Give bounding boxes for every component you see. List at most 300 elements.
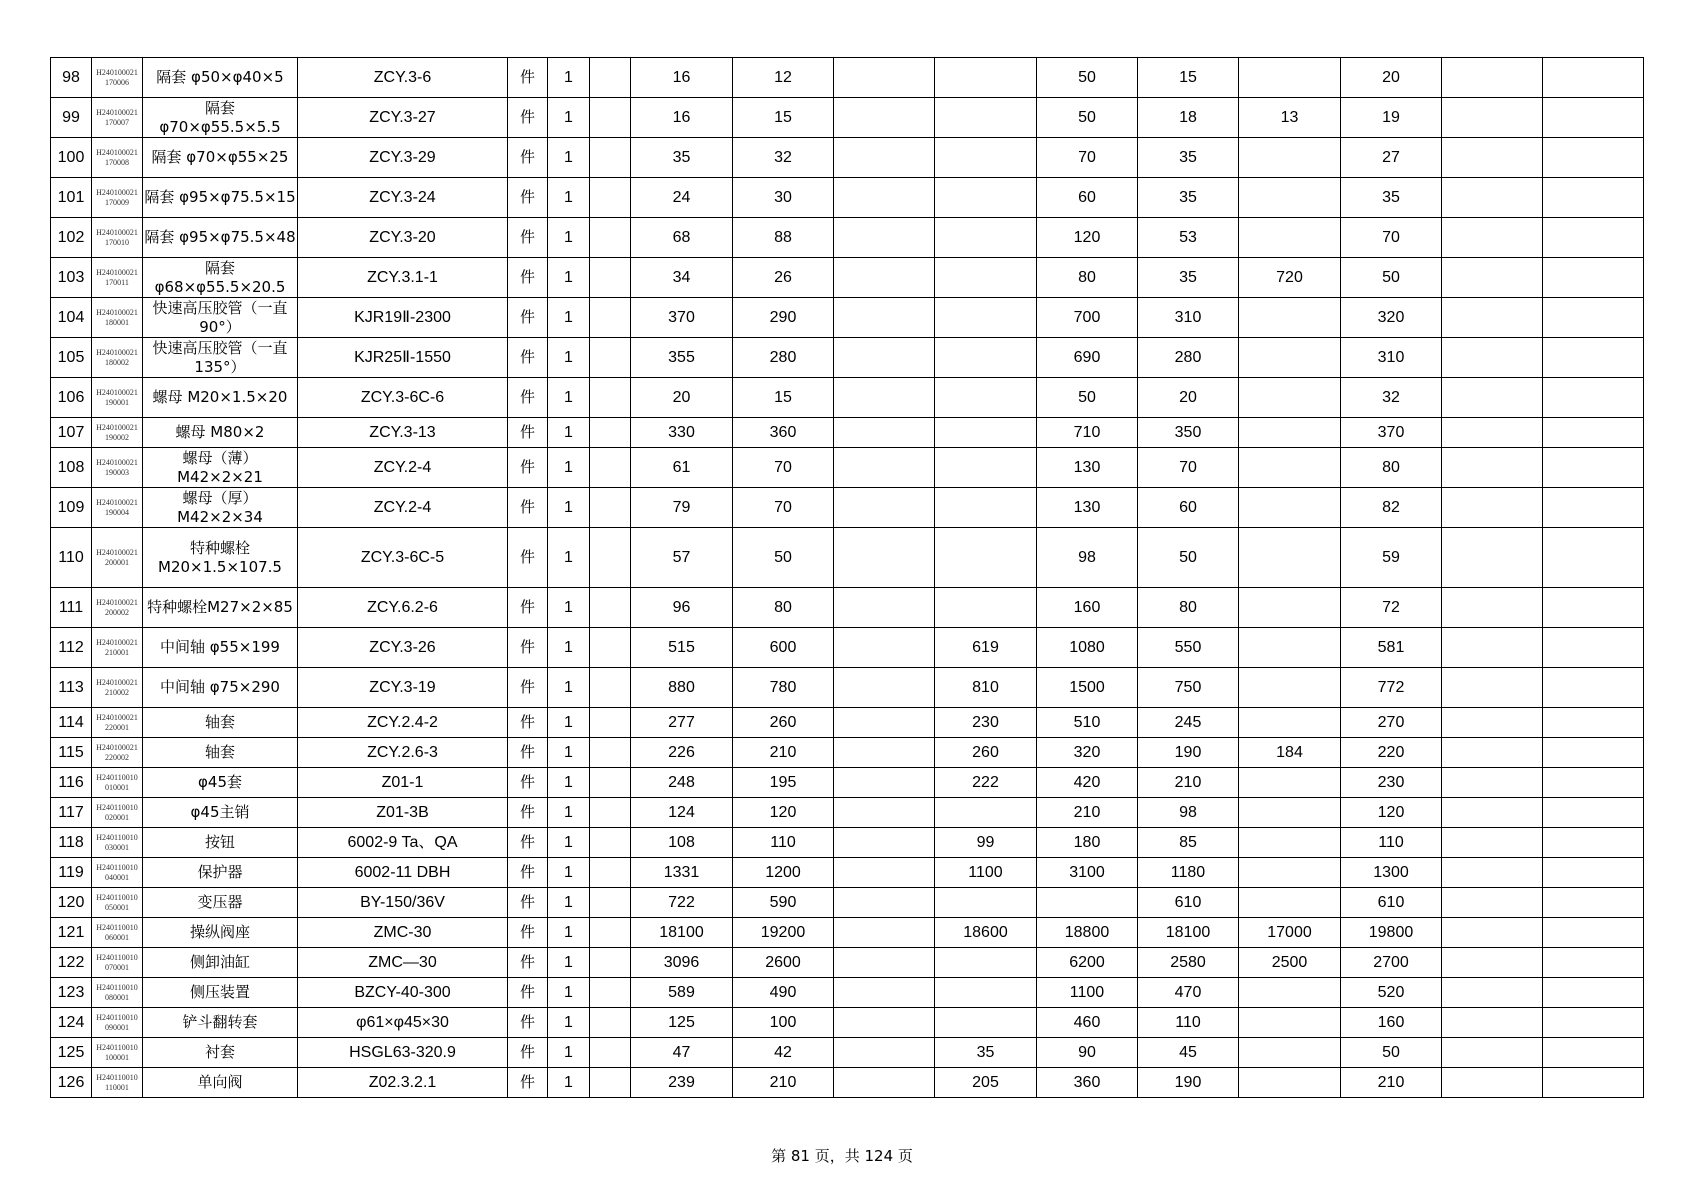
quantity: 1 [548, 298, 590, 338]
quantity: 1 [548, 828, 590, 858]
price-col-5: 619 [935, 628, 1037, 668]
price-col-1 [590, 258, 631, 298]
price-col-4 [834, 888, 935, 918]
quantity: 1 [548, 708, 590, 738]
unit: 件 [508, 768, 548, 798]
price-col-9: 210 [1341, 1068, 1442, 1098]
table-row [51, 948, 1644, 978]
price-col-8 [1239, 1068, 1341, 1098]
item-name: 快速高压胶管（一直135°） [143, 338, 298, 378]
price-col-10 [1442, 1068, 1543, 1098]
unit: 件 [508, 258, 548, 298]
price-col-4 [834, 918, 935, 948]
price-col-8 [1239, 378, 1341, 418]
price-col-7: 18 [1138, 98, 1239, 138]
item-name: 螺母 M80×2 [143, 418, 298, 448]
price-col-4 [834, 1008, 935, 1038]
price-col-10 [1442, 418, 1543, 448]
item-name: 轴套 [143, 738, 298, 768]
price-col-5 [935, 298, 1037, 338]
price-col-2: 108 [631, 828, 733, 858]
price-col-3: 2600 [733, 948, 834, 978]
price-col-8 [1239, 828, 1341, 858]
price-col-2: 125 [631, 1008, 733, 1038]
price-col-7: 110 [1138, 1008, 1239, 1038]
price-col-3: 120 [733, 798, 834, 828]
material-code: H240110010 070001 [92, 948, 143, 978]
quantity: 1 [548, 418, 590, 448]
price-col-2: 226 [631, 738, 733, 768]
table-row [51, 738, 1644, 768]
price-col-11 [1543, 98, 1644, 138]
item-name: 隔套 φ70×φ55×25 [143, 138, 298, 178]
price-col-4 [834, 178, 935, 218]
unit: 件 [508, 98, 548, 138]
price-col-4 [834, 1038, 935, 1068]
table-row [51, 1008, 1644, 1038]
quantity: 1 [548, 138, 590, 178]
quantity: 1 [548, 1038, 590, 1068]
price-col-4 [834, 798, 935, 828]
quantity: 1 [548, 888, 590, 918]
table-row [51, 708, 1644, 738]
price-col-7: 80 [1138, 588, 1239, 628]
price-col-3: 290 [733, 298, 834, 338]
row-number: 98 [51, 58, 92, 98]
item-name: 侧压装置 [143, 978, 298, 1008]
item-name: 按钮 [143, 828, 298, 858]
price-col-2: 124 [631, 798, 733, 828]
price-col-10 [1442, 378, 1543, 418]
unit: 件 [508, 418, 548, 448]
price-col-9: 50 [1341, 1038, 1442, 1068]
price-col-2: 1331 [631, 858, 733, 888]
price-col-3: 30 [733, 178, 834, 218]
price-col-8: 13 [1239, 98, 1341, 138]
row-number: 104 [51, 298, 92, 338]
price-col-9: 19800 [1341, 918, 1442, 948]
price-col-8 [1239, 708, 1341, 738]
price-col-10 [1442, 628, 1543, 668]
item-name: 铲斗翻转套 [143, 1008, 298, 1038]
row-number: 122 [51, 948, 92, 978]
material-code: H240100021 200002 [92, 588, 143, 628]
material-code: H240110010 110001 [92, 1068, 143, 1098]
material-code: H240110010 080001 [92, 978, 143, 1008]
material-code: H240100021 190003 [92, 448, 143, 488]
table-row [51, 378, 1644, 418]
price-col-2: 3096 [631, 948, 733, 978]
model-number: ZCY.2-4 [298, 448, 508, 488]
table-row [51, 528, 1644, 588]
price-col-5 [935, 98, 1037, 138]
price-col-10 [1442, 978, 1543, 1008]
price-col-6: 690 [1037, 338, 1138, 378]
unit: 件 [508, 708, 548, 738]
item-name: 侧卸油缸 [143, 948, 298, 978]
item-name: 隔套 φ70×φ55.5×5.5 [143, 98, 298, 138]
price-col-1 [590, 798, 631, 828]
price-col-5 [935, 948, 1037, 978]
model-number: Z02.3.2.1 [298, 1068, 508, 1098]
price-col-4 [834, 588, 935, 628]
price-col-3: 15 [733, 98, 834, 138]
item-name: 中间轴 φ55×199 [143, 628, 298, 668]
quantity: 1 [548, 588, 590, 628]
item-name: 特种螺栓M27×2×85 [143, 588, 298, 628]
price-col-7: 245 [1138, 708, 1239, 738]
price-col-1 [590, 708, 631, 738]
price-col-4 [834, 58, 935, 98]
quantity: 1 [548, 218, 590, 258]
price-col-7: 45 [1138, 1038, 1239, 1068]
price-col-5: 230 [935, 708, 1037, 738]
unit: 件 [508, 1008, 548, 1038]
table-row [51, 58, 1644, 98]
price-col-11 [1543, 738, 1644, 768]
price-col-6: 180 [1037, 828, 1138, 858]
material-code: H240110010 060001 [92, 918, 143, 948]
price-col-4 [834, 948, 935, 978]
row-number: 114 [51, 708, 92, 738]
price-col-6: 60 [1037, 178, 1138, 218]
price-col-8 [1239, 178, 1341, 218]
price-col-1 [590, 448, 631, 488]
price-col-3: 210 [733, 738, 834, 768]
table-row [51, 888, 1644, 918]
price-col-5 [935, 888, 1037, 918]
table-row [51, 258, 1644, 298]
price-col-1 [590, 1008, 631, 1038]
price-col-4 [834, 768, 935, 798]
price-col-2: 16 [631, 98, 733, 138]
price-col-8 [1239, 58, 1341, 98]
item-name: 操纵阀座 [143, 918, 298, 948]
table-body [51, 58, 1644, 1098]
unit: 件 [508, 378, 548, 418]
table-row [51, 978, 1644, 1008]
unit: 件 [508, 1068, 548, 1098]
price-col-6: 80 [1037, 258, 1138, 298]
price-col-5: 35 [935, 1038, 1037, 1068]
price-col-3: 260 [733, 708, 834, 738]
price-col-3: 360 [733, 418, 834, 448]
price-col-5 [935, 138, 1037, 178]
model-number: 6002-9 Ta、QA [298, 828, 508, 858]
price-col-10 [1442, 178, 1543, 218]
price-col-5 [935, 258, 1037, 298]
table-row [51, 338, 1644, 378]
price-col-2: 57 [631, 528, 733, 588]
price-col-9: 20 [1341, 58, 1442, 98]
unit: 件 [508, 628, 548, 668]
price-col-5 [935, 588, 1037, 628]
price-col-9: 35 [1341, 178, 1442, 218]
price-col-2: 355 [631, 338, 733, 378]
price-col-2: 248 [631, 768, 733, 798]
price-col-10 [1442, 918, 1543, 948]
price-col-2: 79 [631, 488, 733, 528]
price-col-2: 35 [631, 138, 733, 178]
quantity: 1 [548, 738, 590, 768]
quantity: 1 [548, 1008, 590, 1038]
price-col-4 [834, 668, 935, 708]
material-code: H240100021 180001 [92, 298, 143, 338]
price-col-8 [1239, 138, 1341, 178]
price-col-9: 160 [1341, 1008, 1442, 1038]
price-col-1 [590, 98, 631, 138]
price-col-3: 32 [733, 138, 834, 178]
price-col-1 [590, 858, 631, 888]
unit: 件 [508, 738, 548, 768]
price-col-11 [1543, 858, 1644, 888]
material-code: H240110010 040001 [92, 858, 143, 888]
model-number: ZCY.3-27 [298, 98, 508, 138]
unit: 件 [508, 338, 548, 378]
item-name: 隔套 φ95×φ75.5×48 [143, 218, 298, 258]
price-col-11 [1543, 378, 1644, 418]
price-col-3: 88 [733, 218, 834, 258]
price-col-4 [834, 858, 935, 888]
row-number: 116 [51, 768, 92, 798]
material-code: H240100021 170009 [92, 178, 143, 218]
price-col-6: 360 [1037, 1068, 1138, 1098]
price-col-9: 70 [1341, 218, 1442, 258]
row-number: 108 [51, 448, 92, 488]
price-col-8 [1239, 448, 1341, 488]
row-number: 101 [51, 178, 92, 218]
model-number: ZMC-30 [298, 918, 508, 948]
unit: 件 [508, 488, 548, 528]
price-col-5: 18600 [935, 918, 1037, 948]
material-code: H240110010 100001 [92, 1038, 143, 1068]
unit: 件 [508, 138, 548, 178]
price-col-3: 12 [733, 58, 834, 98]
price-col-5 [935, 798, 1037, 828]
price-col-3: 1200 [733, 858, 834, 888]
price-col-4 [834, 418, 935, 448]
price-col-7: 610 [1138, 888, 1239, 918]
price-col-11 [1543, 1068, 1644, 1098]
quantity: 1 [548, 628, 590, 668]
price-col-9: 19 [1341, 98, 1442, 138]
unit: 件 [508, 798, 548, 828]
item-name: 中间轴 φ75×290 [143, 668, 298, 708]
item-name: φ45套 [143, 768, 298, 798]
price-col-5: 1100 [935, 858, 1037, 888]
price-col-6: 130 [1037, 488, 1138, 528]
price-col-10 [1442, 258, 1543, 298]
model-number: BZCY-40-300 [298, 978, 508, 1008]
item-name: 单向阀 [143, 1068, 298, 1098]
quantity: 1 [548, 58, 590, 98]
price-col-7: 70 [1138, 448, 1239, 488]
price-col-3: 26 [733, 258, 834, 298]
price-col-9: 581 [1341, 628, 1442, 668]
price-col-11 [1543, 338, 1644, 378]
unit: 件 [508, 588, 548, 628]
price-col-10 [1442, 338, 1543, 378]
price-col-8 [1239, 798, 1341, 828]
row-number: 123 [51, 978, 92, 1008]
model-number: Z01-1 [298, 768, 508, 798]
price-col-2: 20 [631, 378, 733, 418]
row-number: 106 [51, 378, 92, 418]
unit: 件 [508, 828, 548, 858]
price-col-7: 310 [1138, 298, 1239, 338]
price-col-5 [935, 448, 1037, 488]
price-col-3: 42 [733, 1038, 834, 1068]
price-col-11 [1543, 768, 1644, 798]
model-number: ZCY.3-29 [298, 138, 508, 178]
price-col-11 [1543, 888, 1644, 918]
item-name: 轴套 [143, 708, 298, 738]
price-col-10 [1442, 798, 1543, 828]
table-row [51, 628, 1644, 668]
price-col-2: 239 [631, 1068, 733, 1098]
price-col-7: 53 [1138, 218, 1239, 258]
price-col-7: 190 [1138, 1068, 1239, 1098]
price-col-5 [935, 418, 1037, 448]
price-col-10 [1442, 738, 1543, 768]
price-col-1 [590, 1068, 631, 1098]
unit: 件 [508, 298, 548, 338]
price-col-7: 750 [1138, 668, 1239, 708]
price-col-6 [1037, 888, 1138, 918]
quantity: 1 [548, 488, 590, 528]
price-col-1 [590, 138, 631, 178]
price-col-3: 70 [733, 448, 834, 488]
price-col-6: 3100 [1037, 858, 1138, 888]
price-col-7: 210 [1138, 768, 1239, 798]
price-col-11 [1543, 58, 1644, 98]
price-col-9: 80 [1341, 448, 1442, 488]
row-number: 112 [51, 628, 92, 668]
material-code: H240100021 210001 [92, 628, 143, 668]
price-col-3: 600 [733, 628, 834, 668]
row-number: 117 [51, 798, 92, 828]
price-col-3: 100 [733, 1008, 834, 1038]
quantity: 1 [548, 528, 590, 588]
price-col-8 [1239, 338, 1341, 378]
price-col-7: 280 [1138, 338, 1239, 378]
model-number: ZCY.3-6C-5 [298, 528, 508, 588]
quantity: 1 [548, 768, 590, 798]
price-col-11 [1543, 258, 1644, 298]
unit: 件 [508, 888, 548, 918]
material-code: H240110010 020001 [92, 798, 143, 828]
price-col-8 [1239, 1008, 1341, 1038]
price-col-8 [1239, 418, 1341, 448]
table-row [51, 858, 1644, 888]
price-col-6: 710 [1037, 418, 1138, 448]
price-col-9: 370 [1341, 418, 1442, 448]
price-col-5 [935, 58, 1037, 98]
price-col-4 [834, 528, 935, 588]
price-col-7: 350 [1138, 418, 1239, 448]
model-number: ZCY.3-19 [298, 668, 508, 708]
price-col-1 [590, 298, 631, 338]
quantity: 1 [548, 918, 590, 948]
price-col-4 [834, 298, 935, 338]
item-name: 隔套 φ95×φ75.5×15 [143, 178, 298, 218]
unit: 件 [508, 218, 548, 258]
row-number: 119 [51, 858, 92, 888]
price-col-1 [590, 1038, 631, 1068]
price-col-10 [1442, 448, 1543, 488]
price-col-5 [935, 488, 1037, 528]
price-col-9: 520 [1341, 978, 1442, 1008]
price-col-4 [834, 448, 935, 488]
price-col-11 [1543, 668, 1644, 708]
row-number: 111 [51, 588, 92, 628]
price-col-1 [590, 338, 631, 378]
price-col-5 [935, 218, 1037, 258]
price-col-9: 72 [1341, 588, 1442, 628]
material-code: H240100021 190002 [92, 418, 143, 448]
page-footer: 第 81 页，共 124 页 [771, 1147, 913, 1165]
price-col-5 [935, 978, 1037, 1008]
price-col-10 [1442, 528, 1543, 588]
price-col-8 [1239, 768, 1341, 798]
model-number: ZCY.3-6C-6 [298, 378, 508, 418]
price-col-5: 99 [935, 828, 1037, 858]
price-col-8 [1239, 1038, 1341, 1068]
material-code: H240100021 200001 [92, 528, 143, 588]
price-col-6: 1500 [1037, 668, 1138, 708]
price-col-6: 460 [1037, 1008, 1138, 1038]
price-col-6: 420 [1037, 768, 1138, 798]
price-col-9: 270 [1341, 708, 1442, 738]
table-row [51, 798, 1644, 828]
quantity: 1 [548, 338, 590, 378]
item-name: 螺母（薄）M42×2×21 [143, 448, 298, 488]
price-col-11 [1543, 978, 1644, 1008]
price-col-9: 772 [1341, 668, 1442, 708]
price-col-3: 110 [733, 828, 834, 858]
table-row [51, 218, 1644, 258]
price-col-10 [1442, 768, 1543, 798]
price-col-11 [1543, 178, 1644, 218]
price-col-1 [590, 948, 631, 978]
model-number: ZCY.3-6 [298, 58, 508, 98]
price-col-11 [1543, 798, 1644, 828]
row-number: 105 [51, 338, 92, 378]
model-number: HSGL63-320.9 [298, 1038, 508, 1068]
material-code: H240100021 180002 [92, 338, 143, 378]
table-row [51, 298, 1644, 338]
price-col-5 [935, 178, 1037, 218]
price-col-4 [834, 828, 935, 858]
row-number: 103 [51, 258, 92, 298]
price-col-2: 16 [631, 58, 733, 98]
item-name: φ45主销 [143, 798, 298, 828]
item-name: 螺母 M20×1.5×20 [143, 378, 298, 418]
price-col-3: 780 [733, 668, 834, 708]
price-col-8 [1239, 488, 1341, 528]
item-name: 变压器 [143, 888, 298, 918]
table-row [51, 418, 1644, 448]
price-col-9: 1300 [1341, 858, 1442, 888]
price-col-6: 18800 [1037, 918, 1138, 948]
price-col-9: 27 [1341, 138, 1442, 178]
price-col-7: 190 [1138, 738, 1239, 768]
unit: 件 [508, 918, 548, 948]
price-col-3: 280 [733, 338, 834, 378]
price-col-1 [590, 978, 631, 1008]
material-code: H240100021 220002 [92, 738, 143, 768]
price-col-6: 50 [1037, 58, 1138, 98]
